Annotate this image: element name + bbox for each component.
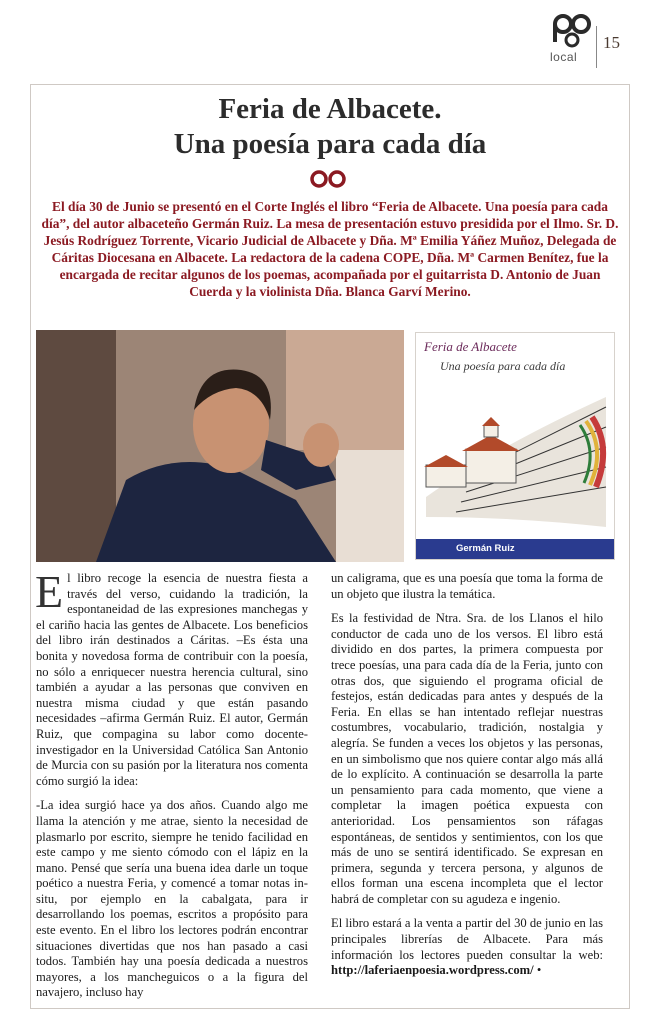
article-paragraph: -La idea surgió hace ya dos años. Cuando algo me llama la atención y me atrae, siento la necesidad de plasmarlo por escrito, siempre he tenido facilidad en este campo y me siento cómodo con el lápiz en la mano. Pensé que sería una buena idea darle un toque poético a nuestra Feria, y comencé a tomar notas in-situ, por ejemplo en la cabalgata, para ir desarrollando los poemas, escritos a propósito para este evento. En el libro los lectores podrán encontrar situaciones divertidas que nos han pasado a casi todos. También hay una poesía dedicada a nuestros mayores, a los mancheguicos o a la figura del navajero, incluso hay bbox=[36, 798, 308, 1000]
article-paragraph: un caligrama, que es una poesía que toma la forma de un objeto que ilustra la temática. bbox=[331, 571, 603, 601]
title-line-2: Una poesía para cada día bbox=[173, 128, 487, 160]
article-column-left bbox=[35, 566, 308, 1010]
article-column-right bbox=[331, 571, 603, 988]
book-cover bbox=[415, 332, 615, 560]
book-cover-illustration bbox=[416, 377, 614, 539]
book-cover-title: Feria de Albacete bbox=[424, 339, 517, 354]
ornament-icon bbox=[307, 169, 349, 194]
website-link[interactable]: http://laferiaenpoesia.wordpress.com/ bbox=[331, 963, 534, 978]
article-lead: El día 30 de Junio se presentó en el Corte Inglés el libro “Feria de Albacete. Una poesía para cada día”, del autor albaceteño Germán Ruiz. La mesa de presentación estuvo presidida por el Ilmo. Sr. D. Jesús Rodríguez Torrente, Vicario Judicial de Albacete y Dña. Mª Emilia Yáñez Muñoz, Delegada de Cáritas Diocesana en Albacete. La redactora de la cadena COPE, Dña. Mª Carmen Benítez, fue la encargada de recitar algunos de los poemas, acompañada por el guitarrista D. Antonio de Juan Cuerda y la violinista Dña. Blanca Garví Merino. bbox=[41, 199, 619, 299]
article-paragraph bbox=[35, 566, 308, 789]
header-divider bbox=[596, 26, 597, 68]
book-cover-subtitle: Una poesía para cada día bbox=[440, 359, 566, 373]
article-paragraph: Es la festividad de Ntra. Sra. de los Llanos el hilo conductor de cada uno de los versos. El libro está dividido en dos partes, la primera compuesta por trece poesías, una para cada día de la Feria, junto con otras dos, que siguiendo el programa oficial de festejos, están dedicadas para antes y después de la Feria. En ellas se han intentado reflejar nuestras costumbres, vocabulario, tradición, nostalgia y alegría. Se funden a veces los objetos y las personas, en un simbolismo que nos quiere contar algo más allá de lo explícito. A continuación se desarrolla la parte un pensamiento para cada momento, que viene a completar la imagen poética expuesta con anterioridad. Los pensamientos son ráfagas espontáneas, de sentidos y sentimientos, con los que más de uno se sentirá identificado. Se expresan en primera, segunda y tercera persona, y algunos de ellos forman una escena incompleta que el lector habrá de completar con su agudeza e ingenio. bbox=[331, 611, 603, 906]
article-title bbox=[40, 92, 620, 162]
paragraph-text: l libro recoge la esencia de nuestra fiesta a través del verso, cuidando la tradición, la espontaneidad de las expresiones manchegas y el cariño hacia las gentes de Albacete. Los beneficios del libro irán destinados a Cáritas. –Es ésta una bonita y novedosa forma de contribuir con la poesía, no sólo a enriquecer nuestra herencia cultural, sino también a ayudar a las personas que conviven en nuestra misma ciudad y que están pasando necesidades –afirma Germán Ruiz. El autor, Germán Ruiz, que compagina su labor como docente-investigador en la Universidad Católica San Antonio de Murcia con su pasión por la literatura nos comenta cómo surgió la idea: bbox=[36, 571, 308, 788]
article-paragraph bbox=[331, 916, 603, 978]
page-number: 15 bbox=[603, 33, 620, 52]
author-photo bbox=[36, 330, 404, 562]
drop-cap: E bbox=[35, 566, 64, 617]
section-label: local bbox=[550, 50, 578, 64]
title-line-1: Feria de Albacete. bbox=[218, 93, 442, 125]
end-mark: • bbox=[536, 963, 542, 978]
book-cover-author: Germán Ruiz bbox=[416, 539, 614, 559]
paragraph-text: El libro estará a la venta a partir del 30 de junio en las principales librerías de Albacete. Para más información los lectores pueden consultar la web: bbox=[331, 916, 603, 962]
